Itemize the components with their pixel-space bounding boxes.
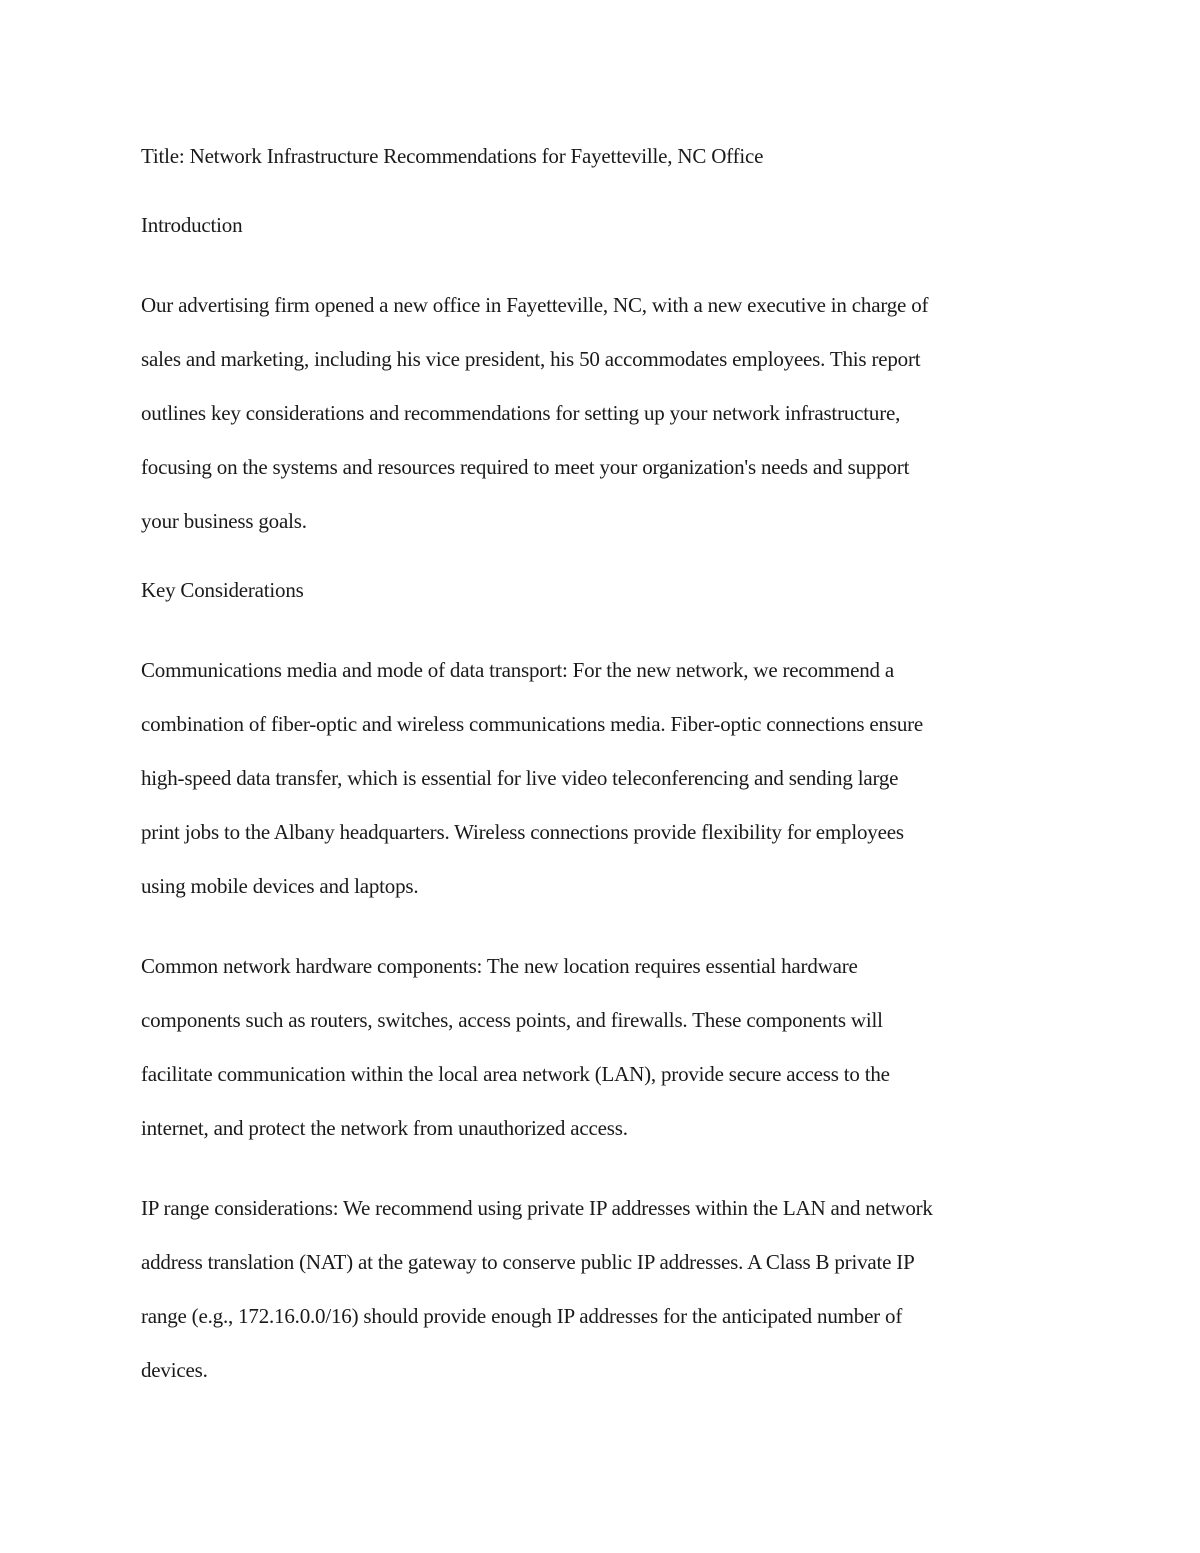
paragraph-line: IP range considerations: We recommend using private IP addresses within the LAN and network	[141, 1196, 933, 1220]
document-title: Title: Network Infrastructure Recommendations for Fayetteville, NC Office	[141, 144, 764, 168]
paragraph-line: facilitate communication within the local area network (LAN), provide secure access to the	[141, 1062, 890, 1086]
paragraph-line: Common network hardware components: The new location requires essential hardware	[141, 954, 858, 978]
paragraph-line: internet, and protect the network from unauthorized access.	[141, 1116, 628, 1140]
ip-range-paragraph	[141, 1181, 1061, 1397]
hardware-components-paragraph	[141, 939, 1061, 1155]
paragraph-line: components such as routers, switches, access points, and firewalls. These components will	[141, 1008, 883, 1032]
paragraph-line: Communications media and mode of data transport: For the new network, we recommend a	[141, 658, 894, 682]
paragraph-line: devices.	[141, 1358, 208, 1382]
paragraph-line: address translation (NAT) at the gateway to conserve public IP addresses. A Class B private IP	[141, 1250, 915, 1274]
paragraph-line: high-speed data transfer, which is essential for live video teleconferencing and sending large	[141, 766, 899, 790]
paragraph-line: using mobile devices and laptops.	[141, 874, 419, 898]
paragraph-line: print jobs to the Albany headquarters. Wireless connections provide flexibility for employees	[141, 820, 904, 844]
paragraph-line: sales and marketing, including his vice president, his 50 accommodates employees. This report	[141, 347, 921, 371]
paragraph-line: range (e.g., 172.16.0.0/16) should provide enough IP addresses for the anticipated number of	[141, 1304, 903, 1328]
key-considerations-heading: Key Considerations	[141, 578, 304, 602]
communications-media-paragraph	[141, 643, 1061, 913]
paragraph-line: Our advertising firm opened a new office in Fayetteville, NC, with a new executive in charge of	[141, 293, 929, 317]
paragraph-line: focusing on the systems and resources required to meet your organization's needs and support	[141, 455, 910, 479]
introduction-heading: Introduction	[141, 213, 243, 237]
document-page	[141, 140, 1061, 1423]
paragraph-line: outlines key considerations and recommendations for setting up your network infrastructure,	[141, 401, 901, 425]
paragraph-line: combination of fiber-optic and wireless communications media. Fiber-optic connections ensure	[141, 712, 924, 736]
introduction-paragraph	[141, 278, 1061, 548]
paragraph-line: your business goals.	[141, 509, 307, 533]
